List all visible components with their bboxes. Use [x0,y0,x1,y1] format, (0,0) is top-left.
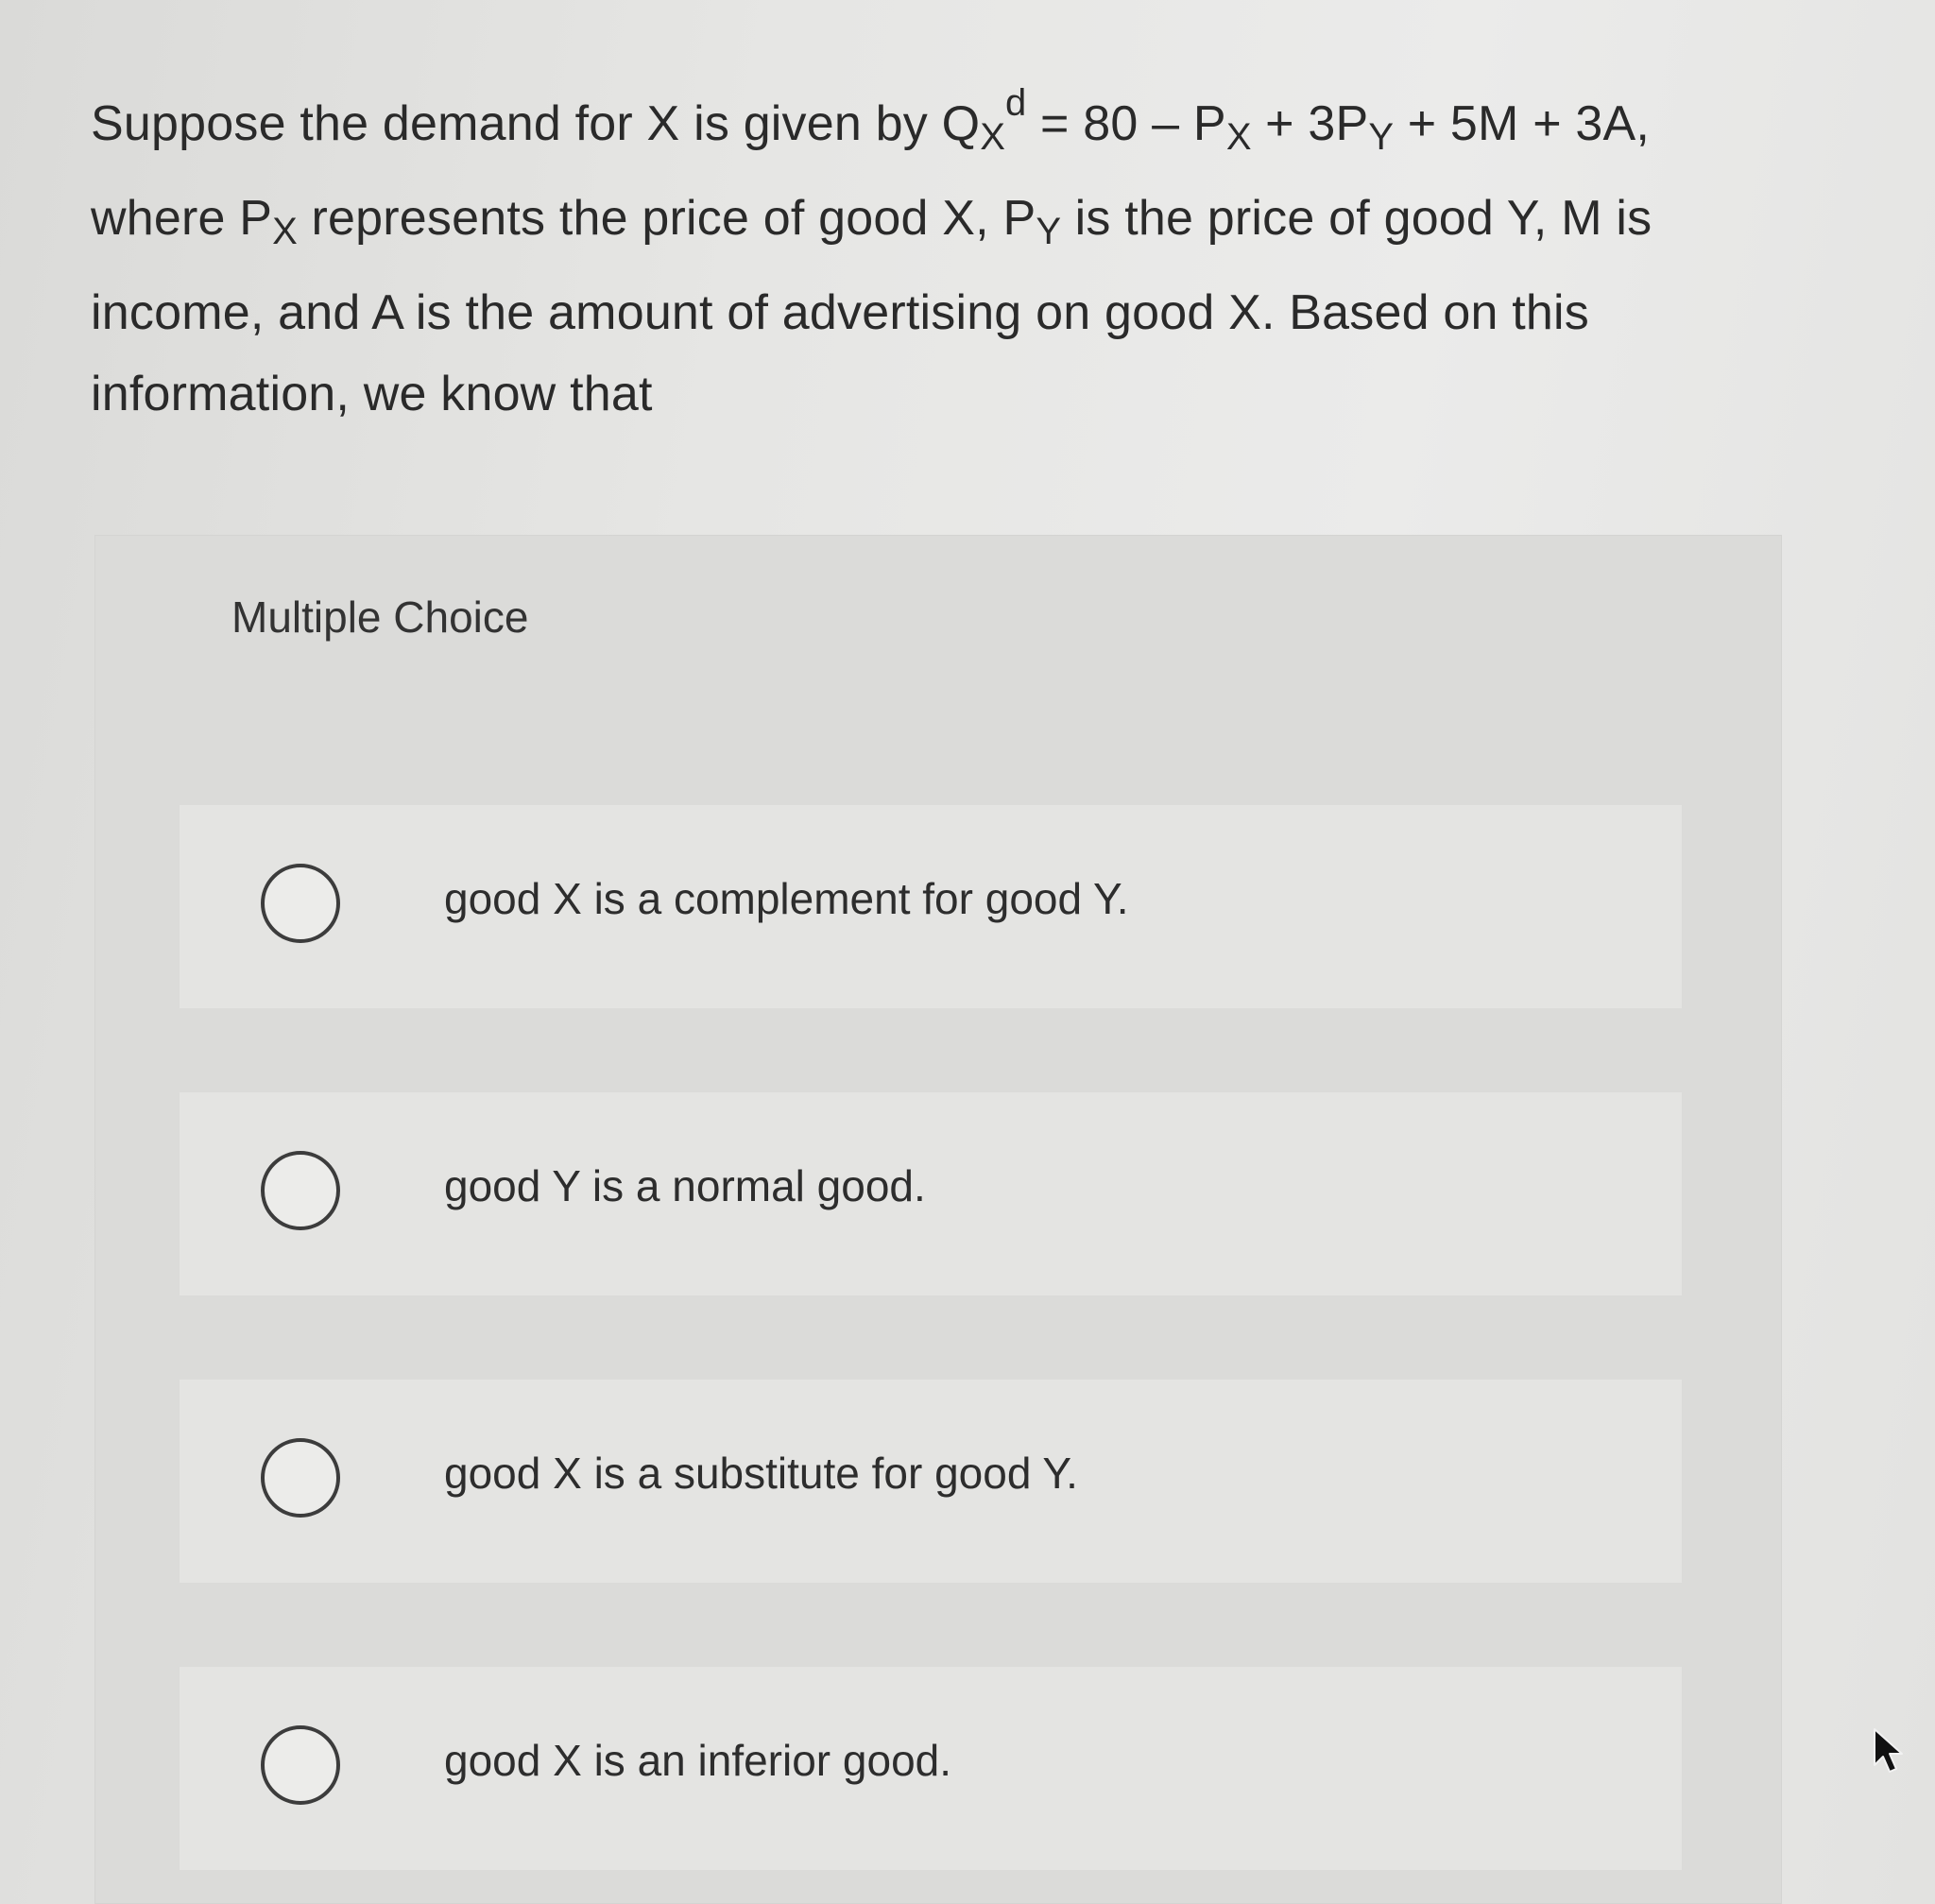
radio-button-icon[interactable] [261,1438,340,1518]
radio-button-icon[interactable] [261,1151,340,1230]
question-segment: + 5M + 3A, [1394,96,1651,151]
subscript: X [1225,116,1252,158]
question-segment: = 80 – P [1026,96,1226,151]
question-segment: represents the price of good X, P [297,191,1036,246]
question-segment: where P [91,191,273,246]
radio-button-icon[interactable] [261,1725,340,1805]
question-segment: income, and A is the amount of advertising on good X. Based on this information, we know that [91,285,1589,421]
choice-label: good X is a complement for good Y. [444,874,1129,923]
question-segment: + 3P [1251,96,1369,151]
subscript: Y [1036,211,1062,252]
multiple-choice-panel [94,535,1782,1904]
choice-option[interactable] [180,1667,1682,1870]
choice-option[interactable] [180,805,1682,1008]
choice-label: good X is an inferior good. [444,1736,952,1785]
subscript: X [980,116,1005,158]
question-segment: Suppose the demand for X is given by Q [91,96,981,151]
choice-label: good X is a substitute for good Y. [444,1449,1078,1498]
superscript: d [1004,82,1027,124]
radio-button-icon[interactable] [261,864,340,943]
question-segment: is the price of good Y, M is [1061,191,1652,246]
choice-option[interactable] [180,1380,1682,1583]
choice-label: good Y is a normal good. [444,1161,926,1210]
subscript: Y [1368,116,1395,158]
mouse-pointer-icon [1871,1727,1905,1775]
subscript: X [272,211,298,252]
question-text [91,62,1772,435]
choice-option[interactable] [180,1092,1682,1295]
multiple-choice-title: Multiple Choice [231,592,529,642]
